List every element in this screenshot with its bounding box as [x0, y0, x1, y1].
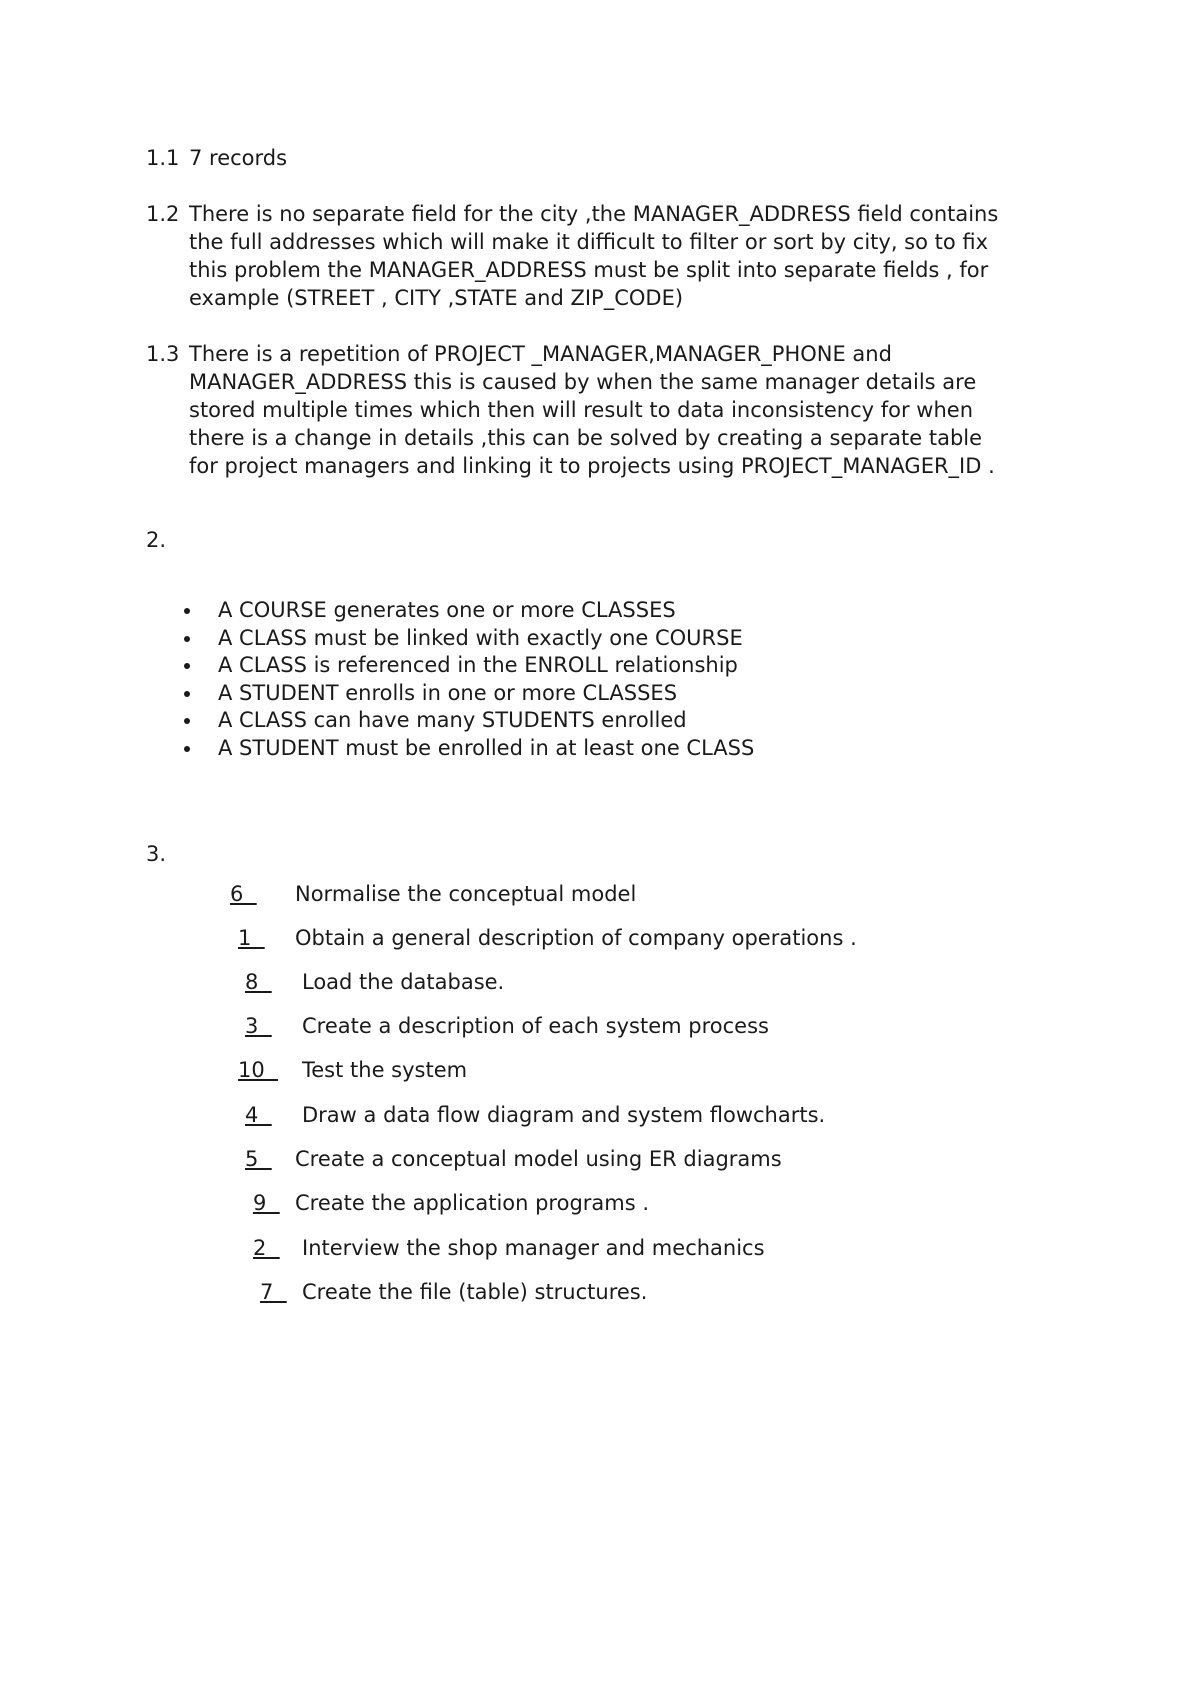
text-line: there is a change in details ,this can be solved by creating a separate table [189, 426, 983, 450]
step-number: 7 [260, 1280, 287, 1304]
list-item [0, 706, 754, 734]
answer-text: 7 records [189, 146, 288, 170]
step-text: Interview the shop manager and mechanics [302, 1236, 765, 1260]
text-line: for project managers and linking it to projects using PROJECT_MANAGER_ID . [189, 454, 995, 478]
answer-1-2 [146, 200, 1076, 312]
list-item-text: A CLASS must be linked with exactly one COURSE [218, 625, 743, 650]
bullet-icon [184, 636, 190, 642]
text-line: There is no separate field for the city ,the MANAGER_ADDRESS field contains [189, 202, 999, 226]
step-text: Load the database. [302, 970, 505, 994]
answer-text [189, 340, 1076, 480]
list-item [0, 734, 754, 762]
step-number: 3 [245, 1014, 272, 1038]
question-2-heading: 2. [146, 528, 167, 552]
step-number: 8 [245, 970, 272, 994]
bullet-icon [184, 608, 190, 614]
text-line: this problem the MANAGER_ADDRESS must be split into separate fields , for [189, 258, 989, 282]
list-item-text: A COURSE generates one or more CLASSES [218, 598, 676, 622]
answer-1-3 [146, 340, 1076, 480]
bullet-icon [184, 691, 190, 697]
list-item [0, 624, 754, 652]
text-line: example (STREET , CITY ,STATE and ZIP_CODE) [189, 286, 684, 310]
step-number: 1 [238, 926, 265, 950]
step-number: 4 [245, 1103, 272, 1127]
text-line: the full addresses which will make it difficult to filter or sort by city, so to fix [189, 230, 989, 254]
step-text: Test the system [302, 1058, 468, 1082]
step-text: Create the file (table) structures. [302, 1280, 648, 1304]
step-number: 10 [238, 1058, 279, 1082]
list-item-text: A STUDENT enrolls in one or more CLASSES [218, 680, 678, 705]
step-text: Create a conceptual model using ER diagrams [295, 1147, 782, 1171]
step-text: Normalise the conceptual model [295, 882, 637, 906]
list-item [0, 651, 754, 679]
step-number: 5 [245, 1147, 272, 1171]
answer-number: 1.1 [146, 146, 180, 170]
step-text: Draw a data flow diagram and system flowcharts. [302, 1103, 826, 1127]
text-line: MANAGER_ADDRESS this is caused by when the same manager details are [189, 370, 977, 394]
list-item-text: A CLASS is referenced in the ENROLL relationship [218, 653, 738, 677]
step-number: 9 [253, 1191, 280, 1215]
text-line: stored multiple times which then will result to data inconsistency for when [189, 398, 974, 422]
answer-number: 1.3 [146, 342, 180, 366]
bullet-icon [184, 746, 190, 752]
list-item-text: A STUDENT must be enrolled in at least one CLASS [218, 735, 755, 760]
text-line: There is a repetition of PROJECT _MANAGER,MANAGER_PHONE and [189, 342, 892, 366]
step-text: Obtain a general description of company operations . [295, 926, 857, 950]
list-item-text: A CLASS can have many STUDENTS enrolled [218, 708, 687, 732]
step-number: 6 [230, 882, 257, 906]
step-number: 2 [253, 1236, 280, 1260]
list-item [0, 596, 754, 624]
answer-1-1 [146, 144, 1076, 172]
bullet-icon [184, 718, 190, 724]
answer-text [189, 200, 1076, 312]
list-item [0, 679, 754, 707]
question-3-heading: 3. [146, 842, 167, 866]
step-text: Create a description of each system process [302, 1014, 769, 1038]
bullet-icon [184, 663, 190, 669]
answer-number: 1.2 [146, 202, 180, 226]
step-text: Create the application programs . [295, 1191, 650, 1215]
relationship-list [0, 596, 754, 761]
